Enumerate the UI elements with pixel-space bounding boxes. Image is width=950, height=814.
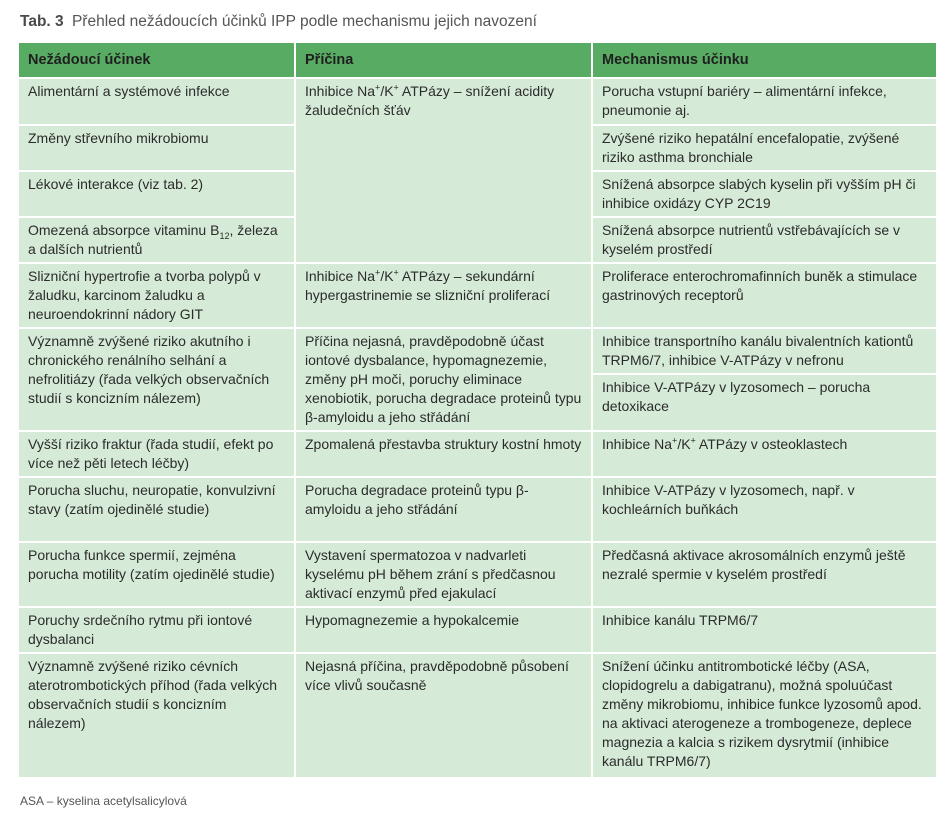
effect-cell: Omezená absorpce vitaminu $B_{12}$, železa a dalších nutrientů	[19, 217, 295, 263]
mechanism-cell: Inhibice kanálu TRPM6/7	[592, 607, 936, 653]
table-row	[19, 653, 936, 777]
table-caption: Přehled nežádoucích účinků IPP podle mechanismu jejich navození	[71, 13, 537, 30]
effect-cell: Významně zvýšené riziko akutního i chronického renálního selhání a nefrolitiázy (řada velkých observačních studií s koncizním nálezem)	[19, 328, 295, 431]
mechanism-cell: Inhibice Na+/K+ ATPázy v osteoklastech	[592, 431, 936, 477]
effect-cell: Porucha sluchu, neuropatie, konvulzivní stavy (zatím ojedinělé studie)	[19, 477, 295, 542]
table-row	[19, 477, 936, 542]
effect-cell: Porucha funkce spermií, zejména porucha motility (zatím ojedinělé studie)	[19, 542, 295, 607]
table-row	[19, 607, 936, 653]
mechanism-cell: Inhibice V-ATPázy v lyzosomech, např. v kochleárních buňkách	[592, 477, 936, 542]
mechanism-cell: Snížená absorpce slabých kyselin při vyšším pH či inhibice oxidázy CYP 2C19	[592, 171, 936, 217]
mechanism-cell: Inhibice transportního kanálu bivalentních kationtů TRPM6/7, inhibice V-ATPázy v nefronu	[592, 328, 936, 374]
mechanism-cell: Snížená absorpce nutrientů vstřebávajících se v kyselém prostředí	[592, 217, 936, 263]
mechanism-cell: Porucha vstupní bariéry – alimentární infekce, pneumonie aj.	[592, 78, 936, 125]
column-header-cause: Příčina	[295, 43, 592, 78]
table-header-row	[19, 43, 936, 78]
table-row	[19, 263, 936, 328]
effect-cell: Slizniční hypertrofie a tvorba polypů v žaludku, karcinom žaludku a neuroendokrinní nádory GIT	[19, 263, 295, 328]
effect-cell: Poruchy srdečního rytmu při iontové dysbalanci	[19, 607, 295, 653]
mechanism-cell: Zvýšené riziko hepatální encefalopatie, zvýšené riziko asthma bronchiale	[592, 125, 936, 171]
cause-cell: Nejasná příčina, pravděpodobně působení více vlivů současně	[295, 653, 592, 777]
cause-cell: Hypomagnezemie a hypokalcemie	[295, 607, 592, 653]
mechanism-cell: Snížení účinku antitrombotické léčby (ASA, clopidogrelu a dabigatranu), možná spoluúčast změny mikrobiomu, inhibice funkce lyzosomů apod. na aktivaci aterogeneze a trombogeneze, deplece magnezia a kalcia s rizikem dysrytmií (inhibice kanálu TRPM6/7)	[592, 653, 936, 777]
cause-cell: Inhibice Na+/K+ ATPázy – sekundární hypergastrinemie se slizniční proliferací	[295, 263, 592, 328]
cause-cell: Příčina nejasná, pravděpodobně účast iontové dysbalance, hypomagnezemie, změny pH moči, poruchy eliminace xenobiotik, porucha degradace proteinů typu β-amyloidu a jeho střádání	[295, 328, 592, 431]
table-row	[19, 431, 936, 477]
cause-cell: Porucha degradace proteinů typu β-amyloidu a jeho střádání	[295, 477, 592, 542]
table-title	[20, 13, 537, 31]
table-number: Tab. 3	[20, 13, 64, 30]
effect-cell: Vyšší riziko fraktur (řada studií, efekt po více než pěti letech léčby)	[19, 431, 295, 477]
mechanism-cell: Inhibice V-ATPázy v lyzosomech – porucha detoxikace	[592, 374, 936, 431]
effect-cell: Významně zvýšené riziko cévních aterotrombotických příhod (řada velkých observačních studií s koncizním nálezem)	[19, 653, 295, 777]
cause-cell: Inhibice Na+/K+ ATPázy – snížení acidity žaludečních šťáv	[295, 78, 592, 263]
column-header-effect: Nežádoucí účinek	[19, 43, 295, 78]
adverse-effects-table	[19, 43, 936, 777]
table-footnote: ASA – kyselina acetylsalicylová	[20, 794, 187, 808]
mechanism-cell: Proliferace enterochromafinních buněk a stimulace gastrinových receptorů	[592, 263, 936, 328]
column-header-mechanism: Mechanismus účinku	[592, 43, 936, 78]
table-row	[19, 78, 936, 125]
cause-cell: Vystavení spermatozoa v nadvarleti kyselému pH během zrání s předčasnou aktivací enzymů před ejakulací	[295, 542, 592, 607]
effect-cell: Změny střevního mikrobiomu	[19, 125, 295, 171]
effect-cell: Alimentární a systémové infekce	[19, 78, 295, 125]
table-row	[19, 542, 936, 607]
effect-cell: Lékové interakce (viz tab. 2)	[19, 171, 295, 217]
table-row	[19, 328, 936, 374]
mechanism-cell: Předčasná aktivace akrosomálních enzymů ještě nezralé spermie v kyselém prostředí	[592, 542, 936, 607]
cause-cell: Zpomalená přestavba struktury kostní hmoty	[295, 431, 592, 477]
